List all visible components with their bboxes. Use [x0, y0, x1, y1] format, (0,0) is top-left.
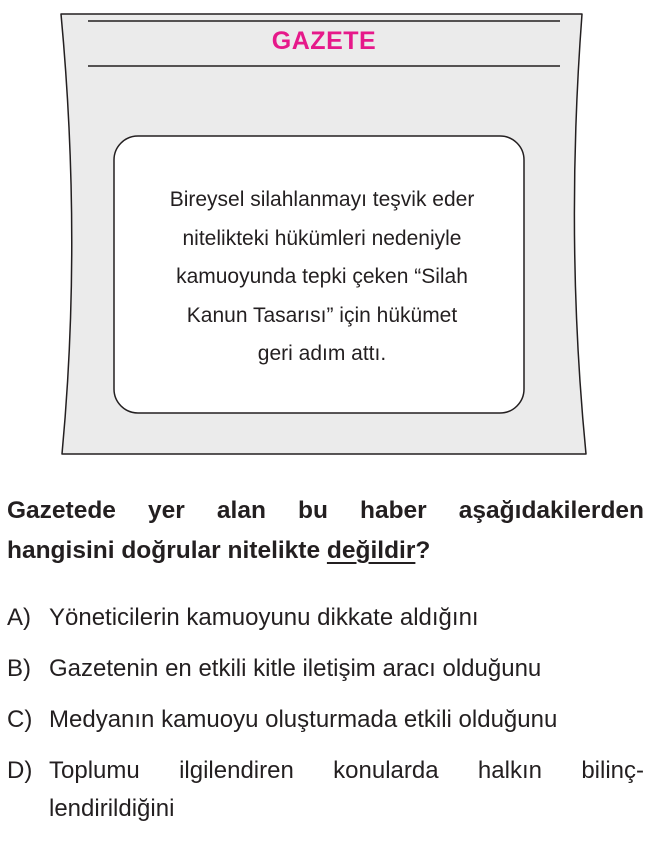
news-line: kamuoyunda tepki çeken “Silah: [176, 265, 468, 288]
news-line: nitelikteki hükümleri nedeniyle: [182, 226, 462, 250]
option-letter: B): [7, 655, 31, 682]
option-text: Gazetenin en etkili kitle iletişim aracı olduğunu: [49, 655, 542, 682]
option-letter: C): [7, 706, 33, 733]
news-line: Bireysel silahlanmayı teşvik eder: [169, 188, 475, 211]
question-line: Gazetede yer alan bu haber aşağıdakilerden: [7, 497, 644, 524]
option-a[interactable]: [7, 599, 644, 637]
option-letter: A): [7, 604, 31, 631]
question-text: hangisini doğrular nitelikte: [7, 537, 327, 564]
option-text-continued: lendirildiğini: [49, 795, 175, 822]
option-letter: D): [7, 757, 33, 784]
option-c[interactable]: [7, 701, 644, 739]
option-b[interactable]: [7, 650, 644, 688]
question-line: [7, 531, 644, 571]
question-emphasis: değildir: [326, 537, 416, 564]
option-text: Toplumu ilgilendiren konularda halkın bilinç-: [49, 757, 644, 784]
option-text: Yöneticilerin kamuoyunu dikkate aldığını: [49, 604, 479, 631]
news-line: geri adım attı.: [257, 342, 387, 365]
option-text: Medyanın kamuoyu oluşturmada etkili olduğunu: [49, 706, 558, 733]
news-line: Kanun Tasarısı” için hükümet: [186, 303, 458, 327]
question-mark: ?: [415, 537, 431, 564]
news-headline-text: [116, 181, 528, 374]
newspaper-masthead: GAZETE: [271, 27, 377, 55]
option-d[interactable]: [7, 752, 644, 828]
answer-options: [7, 599, 644, 841]
question-stem: [7, 491, 644, 571]
